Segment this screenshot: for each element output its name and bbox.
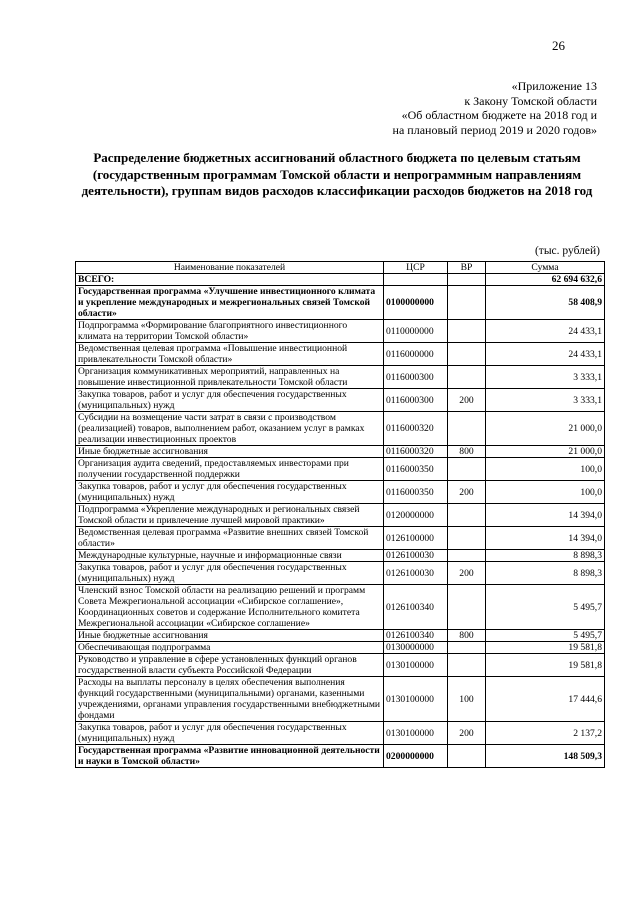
cell-csr: 0116000300 bbox=[384, 366, 448, 389]
cell-csr: 0200000000 bbox=[384, 745, 448, 768]
cell-sum: 3 333,1 bbox=[486, 389, 605, 412]
budget-table bbox=[75, 261, 605, 768]
cell-csr: 0126100000 bbox=[384, 527, 448, 550]
table-row bbox=[76, 654, 605, 677]
cell-vr bbox=[448, 504, 486, 527]
cell-sum: 2 137,2 bbox=[486, 722, 605, 745]
cell-name: Государственная программа «Развитие инновационной деятельности и науки в Томской области» bbox=[76, 745, 384, 768]
cell-csr bbox=[384, 274, 448, 286]
cell-sum: 8 898,3 bbox=[486, 562, 605, 585]
table-row bbox=[76, 630, 605, 642]
cell-vr bbox=[448, 343, 486, 366]
cell-csr: 0130100000 bbox=[384, 722, 448, 745]
cell-name: Закупка товаров, работ и услуг для обеспечения государственных (муниципальных) нужд bbox=[76, 481, 384, 504]
cell-name: Подпрограмма «Укрепление международных и региональных связей Томской области и привлечение лучшей мировой практики» bbox=[76, 504, 384, 527]
appendix-header bbox=[393, 79, 597, 137]
cell-sum: 24 433,1 bbox=[486, 320, 605, 343]
table-row bbox=[76, 343, 605, 366]
cell-csr: 0126100340 bbox=[384, 585, 448, 630]
cell-name: Субсидии на возмещение части затрат в связи с производством (реализацией) товаров, выполнением работ, оказанием услуг в рамках реализации инвестиционных проектов bbox=[76, 412, 384, 446]
cell-name: Ведомственная целевая программа «Повышение инвестиционной привлекательности Томской области» bbox=[76, 343, 384, 366]
cell-csr: 0116000320 bbox=[384, 412, 448, 446]
cell-vr bbox=[448, 412, 486, 446]
table-row bbox=[76, 446, 605, 458]
cell-vr: 200 bbox=[448, 389, 486, 412]
cell-sum: 14 394,0 bbox=[486, 504, 605, 527]
cell-vr bbox=[448, 642, 486, 654]
header-sum: Сумма bbox=[486, 262, 605, 274]
cell-name: Ведомственная целевая программа «Развитие внешних связей Томской области» bbox=[76, 527, 384, 550]
appendix-line: на плановый период 2019 и 2020 годов» bbox=[392, 122, 597, 137]
cell-sum: 148 509,3 bbox=[486, 745, 605, 768]
cell-csr: 0116000350 bbox=[384, 481, 448, 504]
cell-name: Организация коммуникативных мероприятий, направленных на повышение инвестиционной привлекательности Томской области bbox=[76, 366, 384, 389]
cell-csr: 0130100000 bbox=[384, 654, 448, 677]
cell-csr: 0130100000 bbox=[384, 677, 448, 722]
cell-vr bbox=[448, 527, 486, 550]
cell-vr: 800 bbox=[448, 446, 486, 458]
cell-vr bbox=[448, 320, 486, 343]
appendix-line: «Приложение 13 bbox=[511, 79, 597, 93]
appendix-line: к Закону Томской области bbox=[464, 93, 597, 108]
cell-sum: 3 333,1 bbox=[486, 366, 605, 389]
header-vr: ВР bbox=[448, 262, 486, 274]
cell-name: Членский взнос Томской области на реализацию решений и программ Совета Межрегиональной ассоциации «Сибирское соглашение», Координационных советов и содержание Исполнительного комитета Межрегиональной ассоциации «Сибирское соглашение» bbox=[76, 585, 384, 630]
cell-name: Расходы на выплаты персоналу в целях обеспечения выполнения функций государственными (муниципальными) органами, казенными учреждениями, органами управления государственными внебюджетными фондами bbox=[76, 677, 384, 722]
table-row bbox=[76, 562, 605, 585]
cell-vr: 800 bbox=[448, 630, 486, 642]
cell-csr: 0120000000 bbox=[384, 504, 448, 527]
cell-sum: 62 694 632,6 bbox=[486, 274, 605, 286]
table-row bbox=[76, 527, 605, 550]
table-row bbox=[76, 286, 605, 320]
cell-name: Руководство и управление в сфере установленных функций органов государственной власти субъекта Российской Федерации bbox=[76, 654, 384, 677]
header-csr: ЦСР bbox=[384, 262, 448, 274]
cell-csr: 0126100030 bbox=[384, 550, 448, 562]
table-row bbox=[76, 274, 605, 286]
table-row bbox=[76, 481, 605, 504]
cell-sum: 58 408,9 bbox=[486, 286, 605, 320]
cell-sum: 100,0 bbox=[486, 481, 605, 504]
table-row bbox=[76, 642, 605, 654]
cell-name: Закупка товаров, работ и услуг для обеспечения государственных (муниципальных) нужд bbox=[76, 722, 384, 745]
cell-csr: 0126100030 bbox=[384, 562, 448, 585]
cell-csr: 0116000000 bbox=[384, 343, 448, 366]
cell-sum: 19 581,8 bbox=[486, 642, 605, 654]
table-row bbox=[76, 389, 605, 412]
table-row bbox=[76, 366, 605, 389]
cell-sum: 19 581,8 bbox=[486, 654, 605, 677]
cell-vr bbox=[448, 274, 486, 286]
cell-sum: 8 898,3 bbox=[486, 550, 605, 562]
cell-sum: 21 000,0 bbox=[486, 446, 605, 458]
cell-vr bbox=[448, 654, 486, 677]
cell-csr: 0100000000 bbox=[384, 286, 448, 320]
page-number: 26 bbox=[552, 38, 565, 53]
cell-name: Иные бюджетные ассигнования bbox=[76, 630, 384, 642]
cell-vr bbox=[448, 550, 486, 562]
cell-name: Закупка товаров, работ и услуг для обеспечения государственных (муниципальных) нужд bbox=[76, 389, 384, 412]
cell-sum: 24 433,1 bbox=[486, 343, 605, 366]
cell-csr: 0126100340 bbox=[384, 630, 448, 642]
table-header-row bbox=[76, 262, 605, 274]
cell-vr: 200 bbox=[448, 481, 486, 504]
cell-name: Международные культурные, научные и информационные связи bbox=[76, 550, 384, 562]
cell-sum: 14 394,0 bbox=[486, 527, 605, 550]
cell-name: Государственная программа «Улучшение инвестиционного климата и укрепление международных и межрегиональных связей Томской области» bbox=[76, 286, 384, 320]
cell-csr: 0116000350 bbox=[384, 458, 448, 481]
cell-sum: 5 495,7 bbox=[486, 630, 605, 642]
table-row bbox=[76, 412, 605, 446]
table-row bbox=[76, 745, 605, 768]
cell-csr: 0110000000 bbox=[384, 320, 448, 343]
cell-name: Обеспечивающая подпрограмма bbox=[76, 642, 384, 654]
document-title: Распределение бюджетных ассигнований областного бюджета по целевым статьям (государственным программам Томской области и непрограммным направлениям деятельности), группам видов расходов классификации расходов бюджетов на 2018 год bbox=[81, 150, 593, 198]
cell-sum: 17 444,6 bbox=[486, 677, 605, 722]
cell-vr: 200 bbox=[448, 722, 486, 745]
table-row bbox=[76, 585, 605, 630]
cell-name: Иные бюджетные ассигнования bbox=[76, 446, 384, 458]
cell-vr: 100 bbox=[448, 677, 486, 722]
cell-name: Организация аудита сведений, предоставляемых инвесторами при получении государственной поддержки bbox=[76, 458, 384, 481]
table-row bbox=[76, 550, 605, 562]
cell-vr bbox=[448, 585, 486, 630]
cell-vr bbox=[448, 366, 486, 389]
cell-csr: 0116000300 bbox=[384, 389, 448, 412]
appendix-line: «Об областном бюджете на 2018 год и bbox=[401, 108, 597, 122]
table-row bbox=[76, 458, 605, 481]
cell-name: Подпрограмма «Формирование благоприятного инвестиционного климата на территории Томской области» bbox=[76, 320, 384, 343]
table-row bbox=[76, 504, 605, 527]
cell-sum: 5 495,7 bbox=[486, 585, 605, 630]
cell-csr: 0130000000 bbox=[384, 642, 448, 654]
cell-sum: 100,0 bbox=[486, 458, 605, 481]
cell-csr: 0116000320 bbox=[384, 446, 448, 458]
cell-name: Закупка товаров, работ и услуг для обеспечения государственных (муниципальных) нужд bbox=[76, 562, 384, 585]
table-row bbox=[76, 722, 605, 745]
cell-name: ВСЕГО: bbox=[76, 274, 384, 286]
units-label: (тыс. рублей) bbox=[534, 245, 600, 257]
table-row bbox=[76, 320, 605, 343]
cell-vr bbox=[448, 286, 486, 320]
cell-vr: 200 bbox=[448, 562, 486, 585]
cell-vr bbox=[448, 458, 486, 481]
table-row bbox=[76, 677, 605, 722]
header-name: Наименование показателей bbox=[76, 262, 384, 274]
cell-vr bbox=[448, 745, 486, 768]
cell-sum: 21 000,0 bbox=[486, 412, 605, 446]
